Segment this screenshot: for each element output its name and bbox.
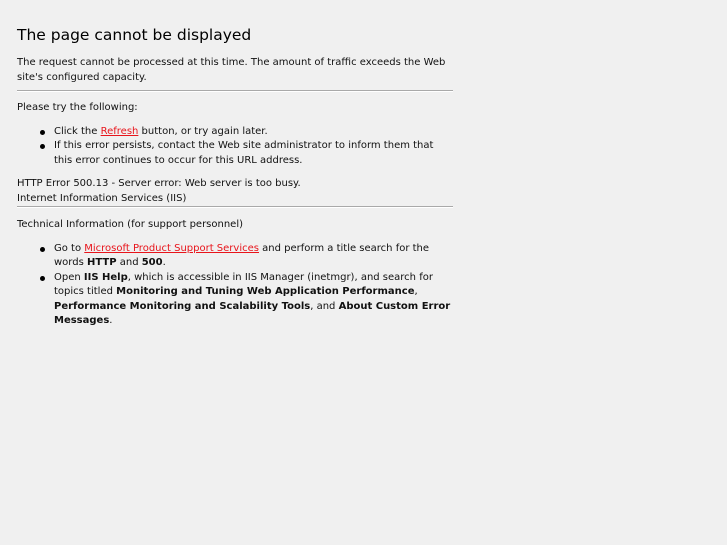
list-item-support-services: Go to Microsoft Product Support Services and perform a title search for the words HTTP and 500. <box>54 242 453 271</box>
list-item-contact-admin: If this error persists, contact the Web site administrator to inform them that this error continues to occur for this URL address. <box>54 139 453 168</box>
divider-bottom <box>17 206 453 208</box>
list-item-iis-help: Open IIS Help, which is accessible in IIS Manager (inetmgr), and search for topics titled Monitoring and Tuning Web Application Performance, Performance Monitoring and Scalability Tools, and About Custom Error Messages. <box>54 271 453 329</box>
server-name-line: Internet Information Services (IIS) <box>17 192 187 204</box>
list-item-refresh: Click the Refresh button, or try again later. <box>54 125 453 140</box>
divider-top <box>17 90 453 92</box>
refresh-link[interactable]: Refresh <box>100 125 139 137</box>
tech-heading: Technical Information (for support personnel) <box>17 219 244 230</box>
error-page <box>17 24 453 329</box>
error-status <box>17 177 453 206</box>
tech-list <box>17 242 453 329</box>
support-services-link[interactable]: Microsoft Product Support Services <box>84 242 259 254</box>
try-heading: Please try the following: <box>17 102 138 113</box>
http-error-line: HTTP Error 500.13 - Server error: Web server is too busy. <box>17 178 301 189</box>
intro-text: The request cannot be processed at this time. The amount of traffic exceeds the Web site's configured capacity. <box>17 57 446 83</box>
try-list <box>17 125 453 169</box>
page-title: The page cannot be displayed <box>17 26 252 44</box>
